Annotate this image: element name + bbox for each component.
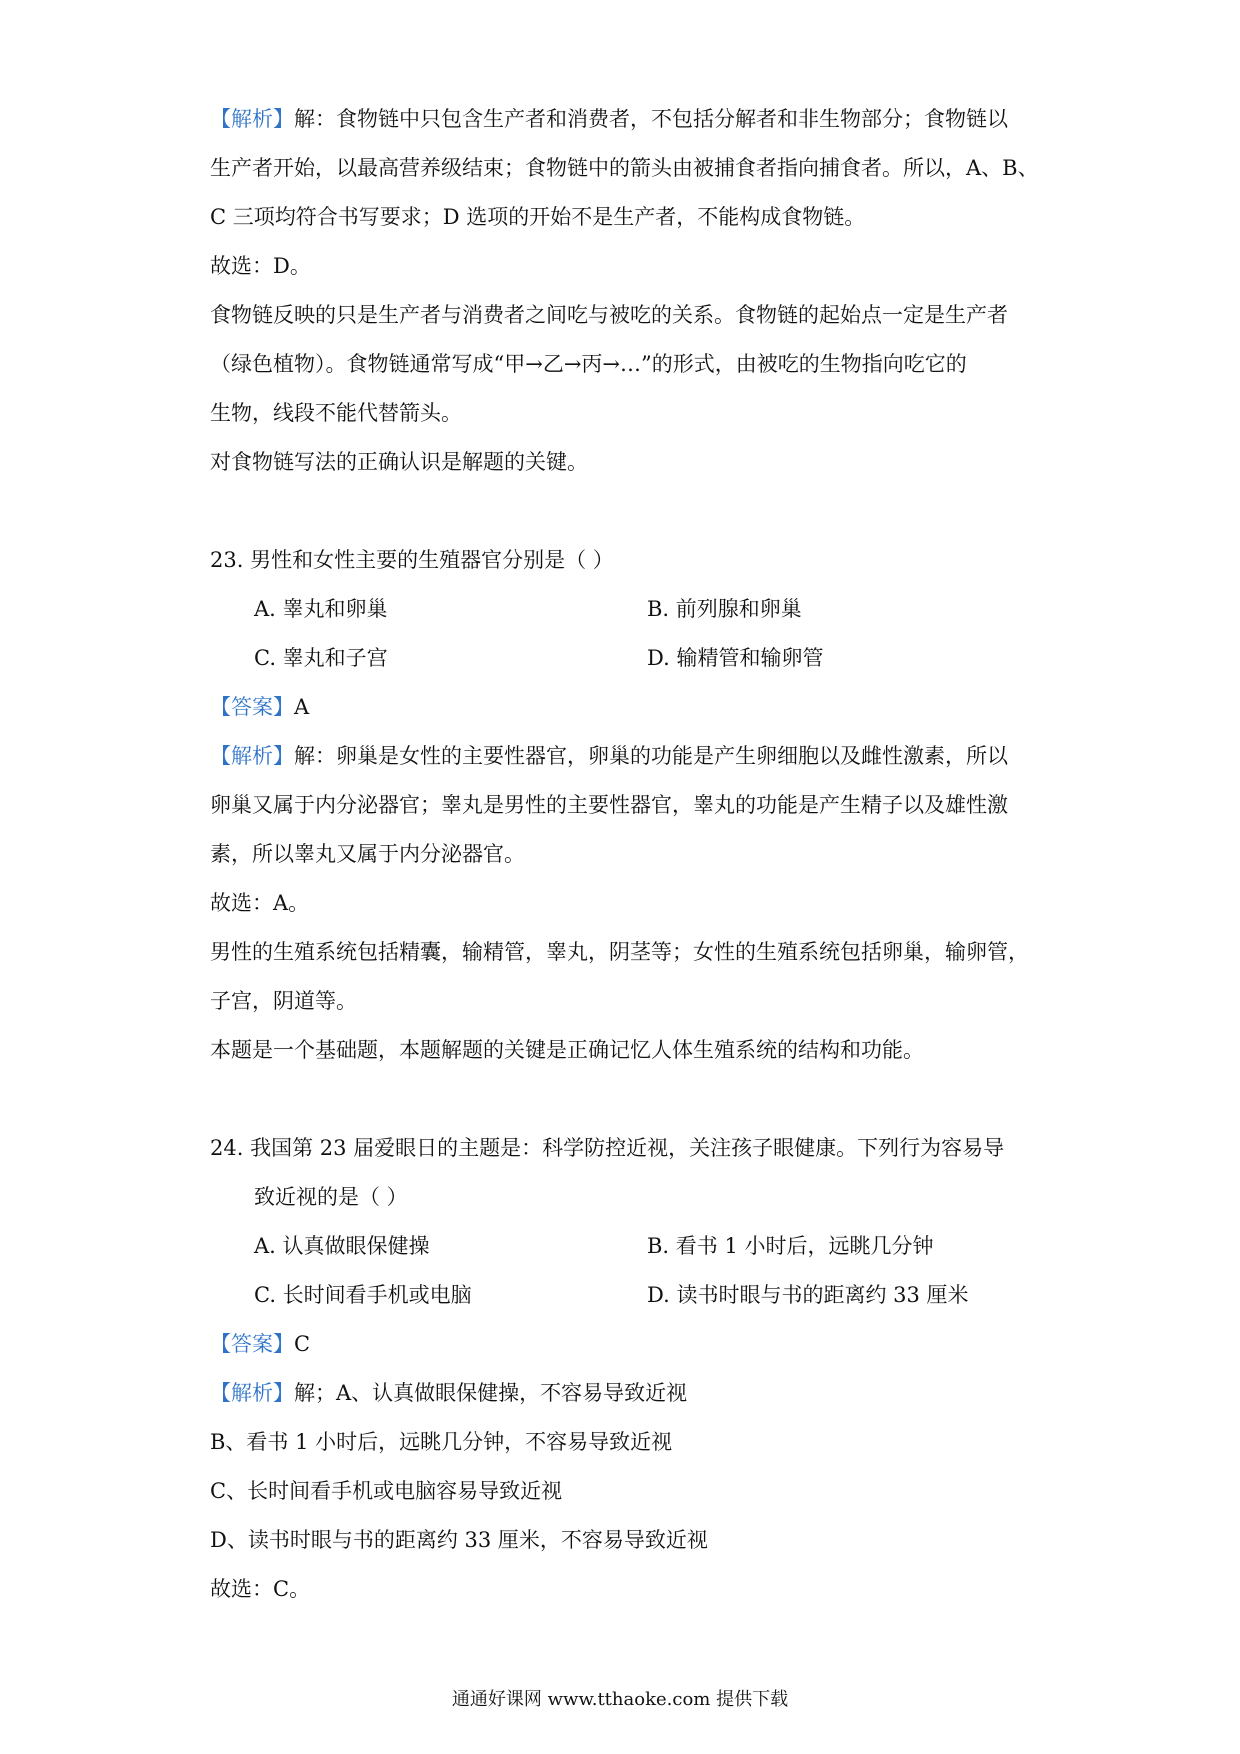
q22-note-line-3: 生物，线段不能代替箭头。: [210, 401, 462, 425]
q24-stem-line-2: 致近视的是（ ）: [254, 1185, 408, 1209]
q23-options-row-1: [210, 585, 1040, 634]
q24-explanation-line-1: 【解析】解；A、认真做眼保健操，不容易导致近视: [210, 1381, 688, 1405]
q24-options-row-2: [210, 1271, 1040, 1320]
q22-note-line-1: 食物链反映的只是生产者与消费者之间吃与被吃的关系。食物链的起始点一定是生产者: [210, 303, 1008, 327]
answer-tag: 【答案】: [210, 695, 294, 719]
page-content: [210, 95, 1040, 1614]
q24-explanation-line-2: B、看书 1 小时后，远眺几分钟，不容易导致近视: [210, 1430, 673, 1454]
q23-option-c: C. 睾丸和子宫: [254, 646, 388, 670]
q24-option-a: A. 认真做眼保健操: [254, 1234, 430, 1258]
q23-explanation-line-3: 素，所以睾丸又属于内分泌器官。: [210, 842, 525, 866]
q22-note-line-2: （绿色植物）。食物链通常写成“甲→乙→丙→…”的形式，由被吃的生物指向吃它的: [210, 352, 967, 376]
page-footer: 通通好课网 www.tthaoke.com 提供下载: [451, 1689, 789, 1710]
explanation-tag: 【解析】: [210, 744, 294, 768]
q24-option-d: D. 读书时眼与书的距离约 33 厘米: [647, 1283, 969, 1307]
q22-explanation-line-1: 【解析】解：食物链中只包含生产者和消费者，不包括分解者和非生物部分；食物链以: [210, 107, 1008, 131]
q22-summary: 对食物链写法的正确认识是解题的关键。: [210, 450, 588, 474]
q23-answer: [210, 683, 1040, 732]
q24-explanation-line-4: D、读书时眼与书的距离约 33 厘米，不容易导致近视: [210, 1528, 708, 1552]
q24-stem-line-1: 24. 我国第 23 届爱眼日的主题是：科学防控近视，关注孩子眼健康。下列行为容易导: [210, 1136, 1005, 1160]
q23-choice: 故选：A。: [210, 891, 310, 915]
spacer: [210, 1075, 1040, 1124]
q23-explanation-line-2: 卵巢又属于内分泌器官；睾丸是男性的主要性器官，睾丸的功能是产生精子以及雄性激: [210, 793, 1008, 817]
q23-options-row-2: [210, 634, 1040, 683]
q22-choice: 故选：D。: [210, 254, 311, 278]
q24-answer: [210, 1320, 1040, 1369]
answer-value: C: [294, 1332, 311, 1356]
spacer: [210, 487, 1040, 536]
q22-explanation-line-3: C 三项均符合书写要求；D 选项的开始不是生产者，不能构成食物链。: [210, 205, 866, 229]
q23-summary: 本题是一个基础题，本题解题的关键是正确记忆人体生殖系统的结构和功能。: [210, 1038, 924, 1062]
q23-stem: 23. 男性和女性主要的生殖器官分别是（ ）: [210, 548, 614, 572]
explanation-tag: 【解析】: [210, 1381, 294, 1405]
q22-explanation-line-2: 生产者开始，以最高营养级结束；食物链中的箭头由被捕食者指向捕食者。所以，A、B、: [210, 156, 1039, 180]
q24-option-b: B. 看书 1 小时后，远眺几分钟: [647, 1234, 934, 1258]
q23-note-line-1: 男性的生殖系统包括精囊，输精管，睾丸，阴茎等；女性的生殖系统包括卵巢，输卵管，: [210, 940, 1029, 964]
q23-explanation-line-1: 【解析】解：卵巢是女性的主要性器官，卵巢的功能是产生卵细胞以及雌性激素，所以: [210, 744, 1008, 768]
q24-explanation-line-3: C、长时间看手机或电脑容易导致近视: [210, 1479, 563, 1503]
answer-value: A: [294, 695, 310, 719]
answer-tag: 【答案】: [210, 1332, 294, 1356]
q24-choice: 故选：C。: [210, 1577, 311, 1601]
q23-option-d: D. 输精管和输卵管: [647, 646, 824, 670]
explanation-tag: 【解析】: [210, 107, 294, 131]
q24-options-row-1: [210, 1222, 1040, 1271]
q23-option-a: A. 睾丸和卵巢: [254, 597, 388, 621]
q23-option-b: B. 前列腺和卵巢: [647, 597, 802, 621]
q23-note-line-2: 子宫，阴道等。: [210, 989, 357, 1013]
q24-option-c: C. 长时间看手机或电脑: [254, 1283, 472, 1307]
